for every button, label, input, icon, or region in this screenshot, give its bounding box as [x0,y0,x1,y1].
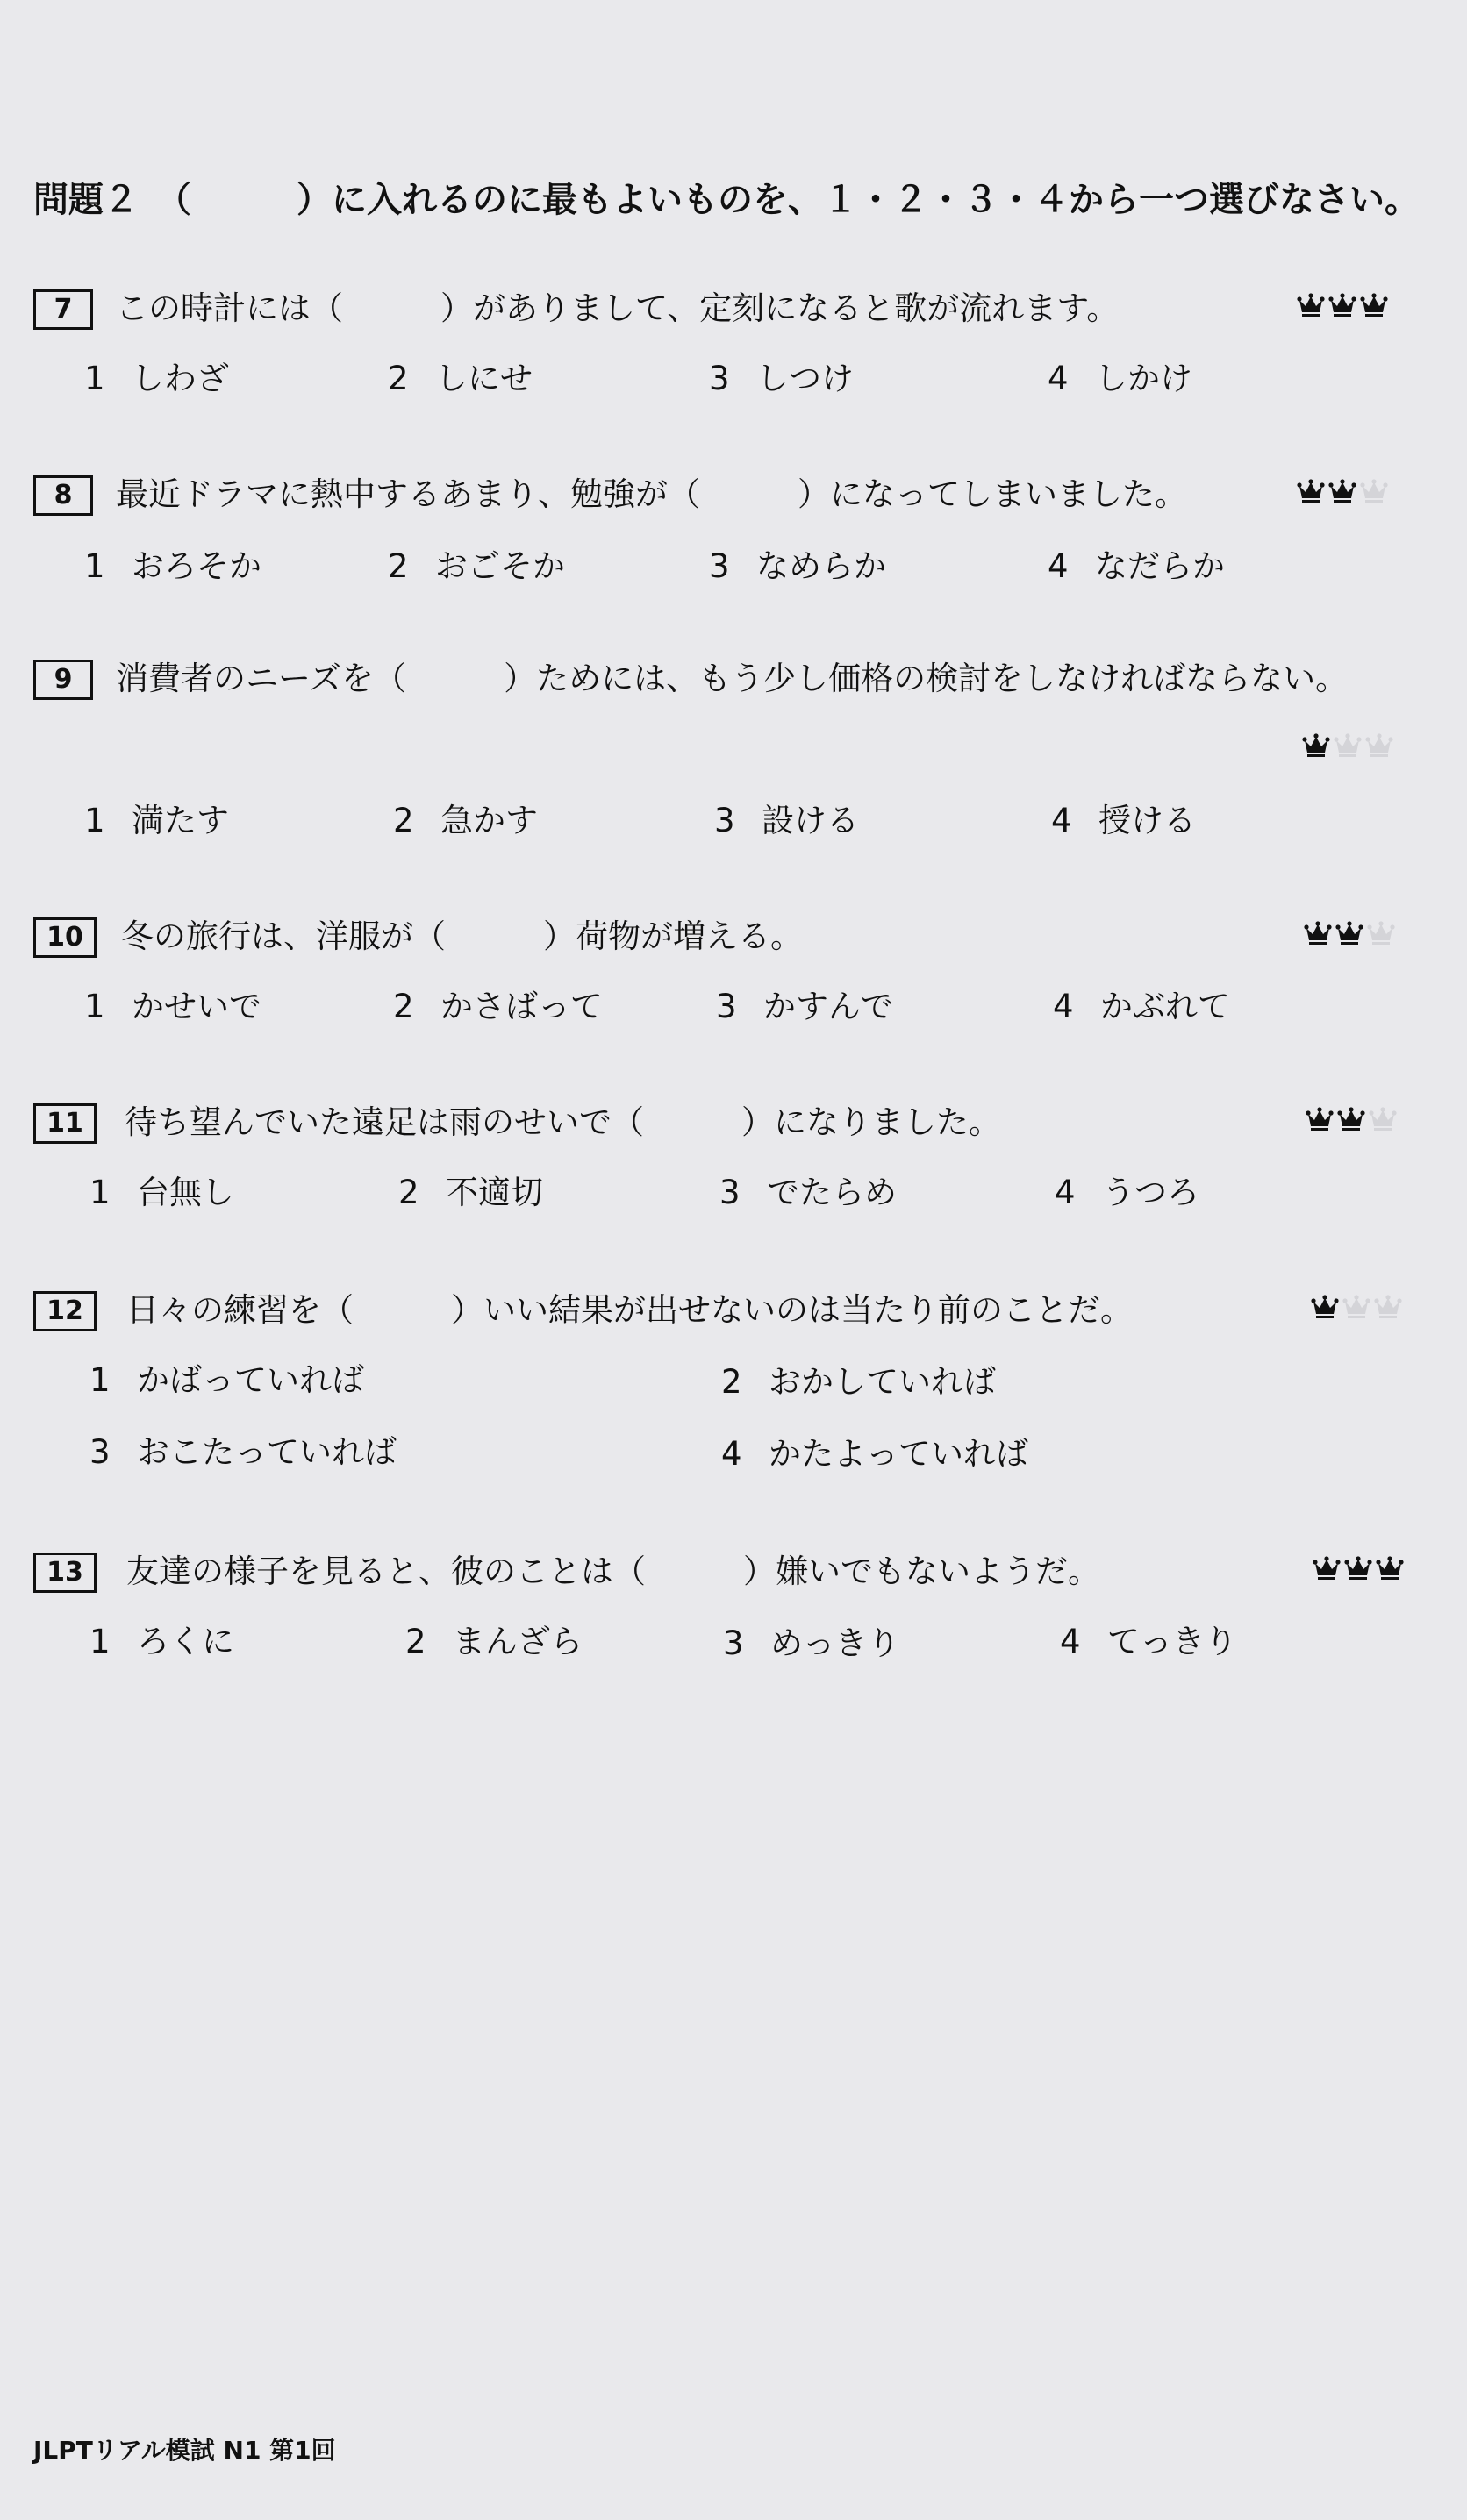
question-stem [33,1288,1437,1337]
option-text: しかけ [1095,360,1192,397]
question-text: 消費者のニーズを（ ）ためには、もう少し価格の検討をしなければならない。 [116,660,1349,697]
option-3[interactable] [716,984,893,1030]
difficulty-rating [1304,921,1395,946]
option-text: 急かす [440,802,538,839]
option-text: ろくに [137,1623,234,1660]
crown-icon-filled [1306,1107,1334,1132]
option-4[interactable] [1055,1170,1199,1216]
question-text: 待ち望んでいた遠足は雨のせいで（ ）になりました。 [125,1103,1001,1141]
option-number: 3 [716,988,737,1025]
option-1[interactable] [89,1170,234,1216]
crown-icon-filled [1328,479,1356,503]
option-4[interactable] [1053,984,1230,1030]
difficulty-rating [1311,1295,1402,1319]
option-number: 1 [84,988,105,1025]
option-number: 3 [723,1624,744,1662]
crown-icon-filled [1337,1107,1365,1132]
option-text: かさばって [440,988,603,1025]
option-text: かたよっていれば [769,1435,1028,1473]
option-number: 2 [398,1174,419,1211]
crown-icon-filled [1328,293,1356,318]
option-number: 4 [1048,360,1069,397]
option-text: でたらめ [767,1174,897,1211]
option-3[interactable] [89,1430,397,1475]
option-number: 4 [1053,988,1074,1025]
question-12 [33,1288,1437,1473]
option-text: めっきり [770,1624,900,1662]
crown-icon-filled [1302,733,1330,758]
crown-icon-empty [1365,733,1393,758]
option-2[interactable] [393,798,538,844]
option-number: 2 [393,802,414,839]
option-text: 不適切 [446,1174,543,1211]
option-2[interactable] [388,356,533,402]
option-2[interactable] [398,1170,543,1216]
option-text: てっきり [1107,1623,1237,1660]
question-number-box: 8 [33,475,93,516]
option-number: 3 [714,802,735,839]
option-number: 2 [388,547,409,585]
question-number-box: 7 [33,289,93,330]
option-number: 1 [84,360,105,397]
option-text: かばっていれば [137,1361,364,1399]
question-stem [33,1100,1437,1149]
crown-icon-filled [1376,1556,1404,1581]
question-text: この時計には（ ）がありまして、定刻になると歌が流れます。 [116,289,1120,327]
option-4[interactable] [1048,356,1192,402]
difficulty-rating [1313,1556,1404,1581]
question-7 [33,286,1437,397]
difficulty-rating [1306,1107,1397,1132]
option-text: 台無し [137,1174,234,1211]
option-number: 4 [1060,1623,1081,1660]
option-3[interactable] [723,1621,900,1667]
option-number: 3 [709,547,730,585]
option-number: 4 [1051,802,1072,839]
question-number-box: 9 [33,660,93,700]
option-text: まんざら [453,1623,583,1660]
crown-icon-filled [1313,1556,1341,1581]
option-4[interactable] [1051,798,1196,844]
option-number: 2 [721,1363,742,1401]
crown-icon-filled [1297,479,1325,503]
option-text: 設ける [762,802,859,839]
option-number: 4 [1055,1174,1076,1211]
option-text: しにせ [435,360,533,397]
question-number-box: 11 [33,1103,97,1144]
difficulty-rating [1302,733,1393,758]
option-2[interactable] [393,984,603,1030]
option-text: かぶれて [1100,988,1230,1025]
question-number-box: 10 [33,917,97,958]
option-number: 1 [84,547,105,585]
crown-icon-empty [1342,1295,1370,1319]
option-2[interactable] [388,544,565,589]
option-number: 1 [84,802,105,839]
option-3[interactable] [714,798,859,844]
option-text: かすんで [763,988,893,1025]
crown-icon-empty [1369,1107,1397,1132]
question-stem [33,1549,1437,1598]
question-text: 冬の旅行は、洋服が（ ）荷物が増える。 [121,917,803,955]
question-text: 日々の練習を（ ）いい結果が出せないのは当たり前のことだ。 [126,1291,1133,1329]
option-4[interactable] [1060,1619,1237,1665]
question-stem [33,472,1437,521]
option-text: なだらか [1095,547,1225,585]
page-footer: JLPTリアル模試 N1 第1回 [33,2436,336,2465]
option-number: 2 [388,360,409,397]
crown-icon-empty [1360,479,1388,503]
option-text: 満たす [132,802,229,839]
option-number: 3 [709,360,730,397]
question-number-box: 13 [33,1553,97,1593]
crown-icon-empty [1334,733,1362,758]
question-11 [33,1100,1437,1211]
option-number: 3 [89,1433,111,1471]
section-instruction: 問題２ （ ）に入れるのに最もよいものを、１・２・３・４から一つ選びなさい。 [33,180,1420,220]
option-4[interactable] [721,1431,1028,1477]
question-text: 友達の様子を見ると、彼のことは（ ）嫌いでもないようだ。 [126,1553,1100,1590]
question-text: 最近ドラマに熱中するあまり、勉強が（ ）になってしまいました。 [116,475,1187,513]
option-text: しつけ [756,360,854,397]
option-3[interactable] [719,1170,897,1216]
difficulty-rating [1297,479,1388,503]
option-2[interactable] [721,1360,996,1405]
crown-icon-filled [1311,1295,1339,1319]
crown-icon-filled [1335,921,1363,946]
option-1[interactable] [84,984,261,1030]
option-text: 授ける [1098,802,1196,839]
option-4[interactable] [1048,544,1225,589]
option-3[interactable] [709,544,886,589]
option-number: 2 [393,988,414,1025]
question-9 [33,656,1437,839]
option-text: おこたっていれば [137,1433,397,1471]
difficulty-rating [1297,293,1388,318]
option-1[interactable] [84,544,261,589]
option-text: なめらか [756,547,886,585]
option-number: 2 [405,1623,426,1660]
option-text: おごそか [435,547,565,585]
option-text: うつろ [1102,1174,1199,1211]
crown-icon-empty [1367,921,1395,946]
option-text: しわざ [132,360,229,397]
question-stem [33,286,1437,335]
option-number: 4 [1048,547,1069,585]
option-1[interactable] [89,1619,234,1665]
option-number: 4 [721,1435,742,1473]
crown-icon-empty [1374,1295,1402,1319]
crown-icon-filled [1360,293,1388,318]
question-stem [33,914,1437,963]
option-number: 1 [89,1174,111,1211]
option-1[interactable] [84,798,229,844]
question-number-box: 12 [33,1291,97,1331]
question-8 [33,472,1437,585]
option-text: おろそか [132,547,261,585]
crown-icon-filled [1344,1556,1372,1581]
question-stem [33,656,1437,705]
crown-icon-filled [1297,293,1325,318]
question-13 [33,1549,1437,1662]
question-10 [33,914,1437,1025]
option-text: かせいで [132,988,261,1025]
option-2[interactable] [405,1619,583,1665]
option-1[interactable] [84,356,229,402]
option-number: 3 [719,1174,741,1211]
option-number: 1 [89,1361,111,1399]
option-number: 1 [89,1623,111,1660]
option-text: おかしていれば [769,1363,996,1401]
option-3[interactable] [709,356,854,402]
option-1[interactable] [89,1358,364,1403]
crown-icon-filled [1304,921,1332,946]
